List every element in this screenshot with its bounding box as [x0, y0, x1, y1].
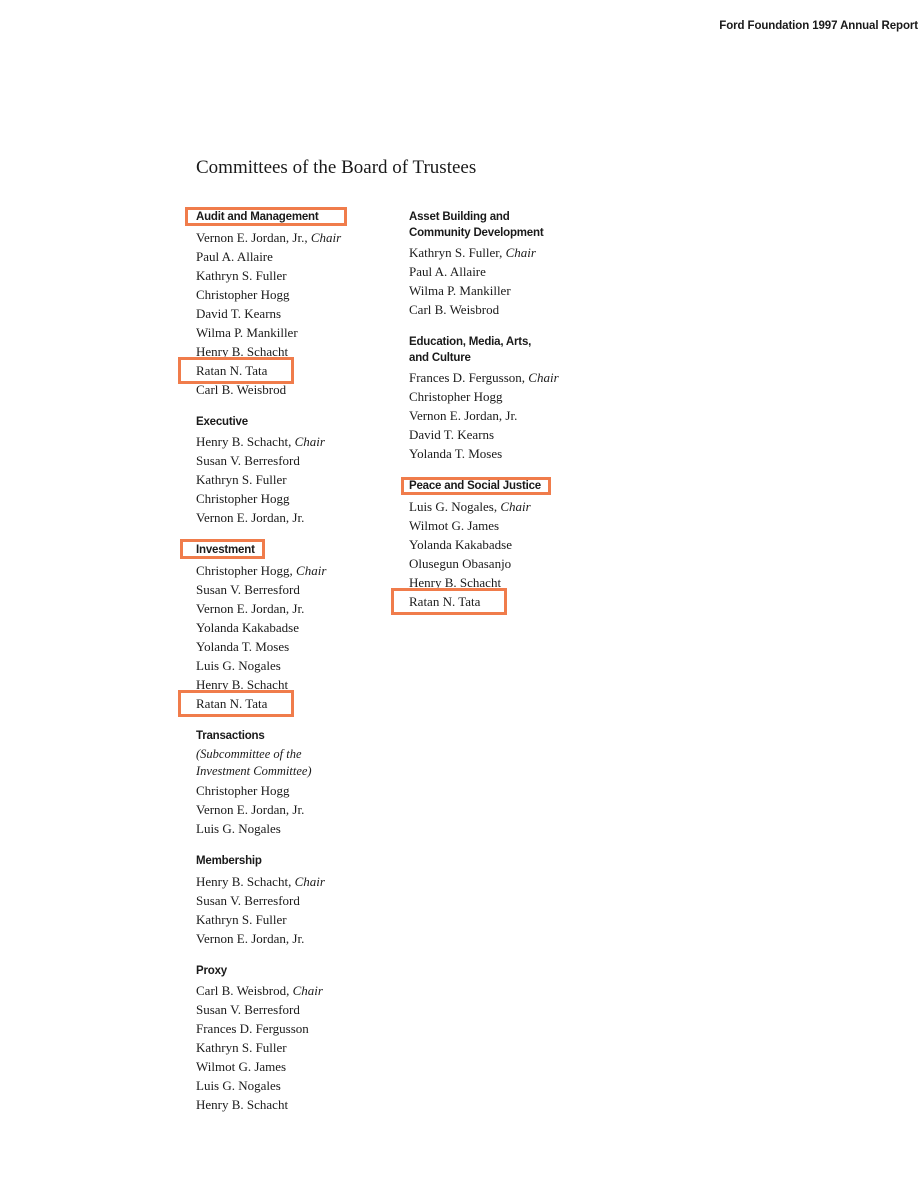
committee-heading [196, 210, 396, 226]
member-item [196, 656, 396, 675]
member-name: Carl B. Weisbrod [196, 983, 287, 998]
right-column [409, 210, 609, 627]
member-item [196, 675, 396, 694]
member-role: Chair [294, 434, 325, 449]
member-item [196, 304, 396, 323]
member-name: Vernon E. Jordan, Jr. [409, 408, 518, 423]
member-item [196, 508, 396, 527]
member-name: Luis G. Nogales [196, 1078, 281, 1093]
committee-heading [409, 210, 609, 241]
member-item [196, 618, 396, 637]
committee-heading-text: Education, Media, Arts, and Culture [409, 336, 532, 364]
committee-heading-text: Proxy [196, 964, 227, 977]
member-name: Yolanda Kakabadse [409, 536, 513, 552]
committee-asset-building-and-community-development [409, 210, 609, 319]
committee-heading [196, 543, 396, 559]
member-item: Christopher Hogg, Chair [196, 562, 327, 578]
member-item [196, 781, 396, 800]
member-item [196, 247, 396, 266]
member-name: Christopher Hogg [196, 562, 290, 578]
member-item [196, 1019, 396, 1038]
member-item: Luis G. Nogales, Chair [409, 498, 531, 514]
committee-heading [409, 479, 609, 495]
member-list [196, 981, 396, 1114]
member-item [196, 266, 396, 285]
member-name: Yolanda Kakabadse [196, 619, 300, 635]
page-title: Committees of the Board of Trustees [196, 157, 477, 178]
committee-investment [196, 543, 396, 713]
member-item [196, 580, 396, 599]
member-name: Henry B. Schacht [196, 1097, 289, 1112]
member-name: Henry B. Schacht [196, 434, 289, 449]
member-name: Yolanda T. Moses [409, 446, 503, 461]
committee-heading-text: Audit and Management [196, 211, 319, 223]
member-name: Christopher Hogg [196, 783, 290, 798]
member-name: Wilma P. Mankiller [409, 283, 511, 298]
member-list [196, 432, 396, 527]
member-name: Susan V. Berresford [196, 581, 300, 597]
member-name: Kathryn S. Fuller [196, 1040, 287, 1055]
member-name: David T. Kearns [409, 427, 495, 442]
committee-transactions [196, 729, 396, 839]
member-name: Vernon E. Jordan, Jr. [196, 802, 305, 817]
member-item [409, 444, 609, 463]
member-item: Frances D. Fergusson, Chair [409, 370, 559, 385]
committee-audit-and-management [196, 210, 396, 399]
member-name: Henry B. Schacht [409, 574, 502, 590]
member-item [196, 342, 396, 361]
member-name: Paul A. Allaire [196, 248, 273, 264]
member-item: Henry B. Schacht, Chair [196, 434, 325, 449]
member-list [196, 781, 396, 838]
member-name: Ratan N. Tata [196, 362, 268, 378]
committee-heading [196, 854, 396, 870]
member-item [409, 592, 609, 611]
member-item [409, 425, 609, 444]
member-item [196, 323, 396, 342]
committee-note: (Subcommittee of the Investment Committee) [196, 747, 312, 778]
member-item [196, 929, 396, 948]
committee-heading-text: Peace and Social Justice [409, 480, 541, 492]
left-column [196, 210, 396, 1130]
member-role: Chair [296, 562, 327, 578]
committee-heading [409, 335, 609, 366]
member-name: Henry B. Schacht [196, 873, 289, 889]
committee-heading-text: Executive [196, 415, 248, 428]
committee-heading [196, 729, 396, 745]
member-item [196, 285, 396, 304]
member-name: Kathryn S. Fuller [196, 911, 287, 927]
member-item [196, 361, 396, 380]
member-name: Luis G. Nogales [409, 498, 494, 514]
member-item [409, 406, 609, 425]
committee-executive [196, 415, 396, 528]
member-name: Christopher Hogg [409, 389, 503, 404]
member-name: Frances D. Fergusson [409, 370, 522, 385]
committee-heading-text: Investment [196, 544, 255, 556]
member-list [409, 243, 609, 319]
member-name: Wilmot G. James [409, 517, 500, 533]
member-item [196, 1057, 396, 1076]
committee-membership [196, 854, 396, 948]
committee-heading [196, 964, 396, 980]
member-item [409, 535, 609, 554]
member-name: Wilmot G. James [196, 1059, 287, 1074]
member-item [196, 1038, 396, 1057]
member-name: Olusegun Obasanjo [409, 555, 512, 571]
member-name: Christopher Hogg [196, 286, 290, 302]
committee-heading-text: Membership [196, 855, 262, 867]
member-name: Susan V. Berresford [196, 892, 300, 908]
member-name: Yolanda T. Moses [196, 638, 290, 654]
member-name: Henry B. Schacht [196, 676, 289, 692]
member-item [196, 637, 396, 656]
member-name: Luis G. Nogales [196, 657, 281, 673]
member-name: Ratan N. Tata [196, 695, 268, 711]
member-name: Susan V. Berresford [196, 453, 300, 468]
member-role: Chair [292, 983, 323, 998]
member-name: Wilma P. Mankiller [196, 324, 298, 340]
member-name: Henry B. Schacht [196, 343, 289, 359]
member-role: Chair [528, 370, 559, 385]
member-item [196, 1000, 396, 1019]
member-item [196, 1076, 396, 1095]
member-name: David T. Kearns [196, 305, 282, 321]
member-name: Susan V. Berresford [196, 1002, 300, 1017]
member-item [409, 554, 609, 573]
committee-peace-and-social-justice [409, 479, 609, 611]
member-item [196, 380, 396, 399]
committee-proxy [196, 964, 396, 1115]
member-role: Chair [500, 498, 531, 514]
member-item [409, 281, 609, 300]
member-role: Chair [294, 873, 325, 889]
member-item: Henry B. Schacht, Chair [196, 873, 325, 889]
member-item: Kathryn S. Fuller, Chair [409, 245, 536, 260]
member-item: Carl B. Weisbrod, Chair [196, 983, 323, 998]
member-item [409, 573, 609, 592]
member-list [409, 497, 609, 611]
committee-heading-text: Asset Building and Community Development [409, 211, 544, 239]
member-item [196, 451, 396, 470]
member-name: Vernon E. Jordan, Jr. [196, 510, 305, 525]
member-name: Kathryn S. Fuller [196, 472, 287, 487]
member-name: Frances D. Fergusson [196, 1021, 309, 1036]
member-name: Carl B. Weisbrod [196, 381, 287, 397]
member-item [196, 800, 396, 819]
member-name: Kathryn S. Fuller [409, 245, 500, 260]
member-item [196, 599, 396, 618]
member-name: Kathryn S. Fuller [196, 267, 287, 283]
member-list [196, 872, 396, 948]
member-item [409, 262, 609, 281]
committee-heading [196, 415, 396, 431]
member-name: Vernon E. Jordan, Jr. [196, 600, 305, 616]
member-list [196, 228, 396, 399]
committee-education-media-arts-and-culture [409, 335, 609, 463]
member-name: Ratan N. Tata [409, 593, 481, 609]
member-item [409, 387, 609, 406]
member-name: Vernon E. Jordan, Jr. [196, 930, 305, 946]
member-list [409, 368, 609, 463]
member-item [196, 891, 396, 910]
member-name: Luis G. Nogales [196, 821, 281, 836]
member-item [196, 910, 396, 929]
member-item [196, 1095, 396, 1114]
member-item [196, 694, 396, 713]
member-item [196, 489, 396, 508]
member-item: Vernon E. Jordan, Jr., Chair [196, 229, 342, 245]
member-name: Christopher Hogg [196, 491, 290, 506]
member-item [409, 516, 609, 535]
member-role: Chair [505, 245, 536, 260]
member-name: Vernon E. Jordan, Jr. [196, 229, 305, 245]
member-name: Carl B. Weisbrod [409, 302, 500, 317]
member-item [196, 470, 396, 489]
member-item [196, 819, 396, 838]
running-header: Ford Foundation 1997 Annual Report [719, 20, 918, 32]
member-role: Chair [310, 229, 342, 245]
member-item [409, 300, 609, 319]
member-list [196, 561, 396, 713]
committee-heading-text: Transactions [196, 729, 265, 742]
member-name: Paul A. Allaire [409, 264, 486, 279]
